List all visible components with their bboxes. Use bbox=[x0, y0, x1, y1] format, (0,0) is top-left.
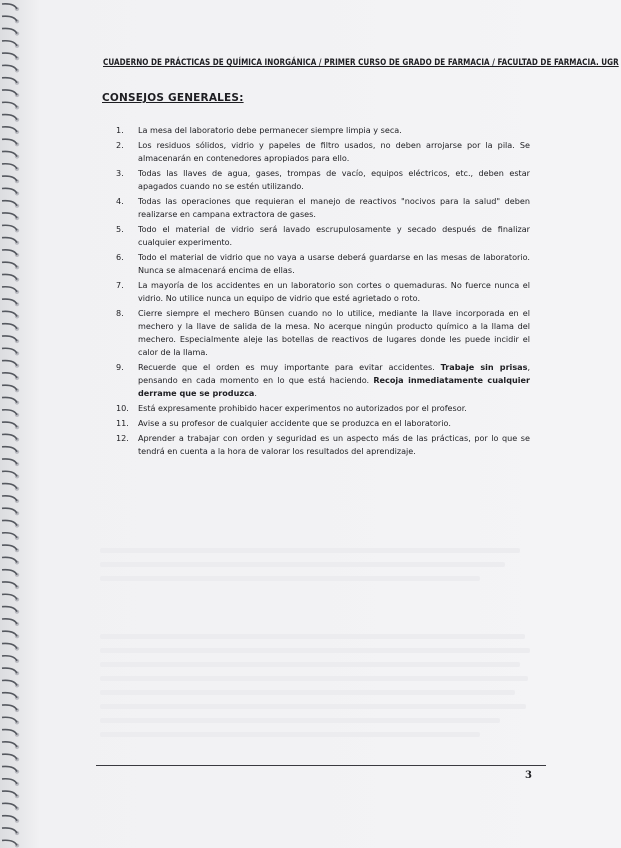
list-item-number: 4. bbox=[116, 196, 124, 206]
document-header: CUADERNO DE PRÁCTICAS DE QUÍMICA INORGÁNICA / PRIMER CURSO DE GRADO DE FARMACIA / FACULTAD DE FARMACIA. UGR bbox=[103, 57, 619, 67]
list-item-number: 12. bbox=[116, 433, 129, 443]
spiral-coil bbox=[2, 656, 17, 661]
list-item bbox=[116, 251, 530, 277]
spiral-coil bbox=[2, 238, 17, 243]
spiral-coil bbox=[2, 434, 17, 439]
list-item-text: La mayoría de los accidentes en un laboratorio son cortes o quemaduras. No fuerce nunca el vidrio. No utilice nunca un equipo de vidrio que esté agrietado o roto. bbox=[138, 280, 530, 303]
tips-list bbox=[116, 124, 530, 460]
list-item bbox=[116, 279, 530, 305]
list-item bbox=[116, 402, 530, 415]
spiral-coil bbox=[2, 53, 17, 58]
list-item bbox=[116, 124, 530, 137]
list-item bbox=[116, 417, 530, 430]
list-item bbox=[116, 361, 530, 400]
spiral-coil bbox=[2, 779, 17, 784]
spiral-coil bbox=[2, 520, 17, 525]
list-item-text: Los residuos sólidos, vidrio y papeles de filtro usados, no deben arrojarse por la pila. Se almacenarán en contenedores apropiados para ello. bbox=[138, 140, 530, 163]
spiral-coil bbox=[2, 16, 17, 21]
spiral-coil bbox=[2, 742, 17, 747]
spiral-coil bbox=[2, 373, 17, 378]
list-item-text: Todas las operaciones que requieran el manejo de reactivos "nocivos para la salud" deben realizarse en campana extractora de gases. bbox=[138, 196, 530, 219]
spiral-coil bbox=[2, 533, 17, 538]
spiral-coil bbox=[2, 41, 17, 46]
list-item bbox=[116, 432, 530, 458]
spiral-coil bbox=[2, 471, 17, 476]
spiral-coil bbox=[2, 631, 17, 636]
spiral-coil bbox=[2, 4, 17, 9]
spiral-coil bbox=[2, 840, 17, 845]
list-item-text: La mesa del laboratorio debe permanecer siempre limpia y seca. bbox=[138, 125, 402, 135]
spiral-coil bbox=[2, 311, 17, 316]
spiral-coil bbox=[2, 188, 17, 193]
spiral-coil bbox=[2, 668, 17, 673]
spiral-coil bbox=[2, 803, 17, 808]
spiral-coil bbox=[2, 447, 17, 452]
list-item-number: 10. bbox=[116, 403, 129, 413]
list-item-number: 11. bbox=[116, 418, 129, 428]
list-item-text: Todas las llaves de agua, gases, trompas de vacío, equipos eléctricos, etc., deben estar apagados cuando no se estén utilizando. bbox=[138, 168, 530, 191]
list-item-text: Todo el material de vidrio será lavado escrupulosamente y secado después de finalizar cualquier experimento. bbox=[138, 224, 530, 247]
spiral-coil bbox=[2, 348, 17, 353]
spiral-coil bbox=[2, 274, 17, 279]
list-item-number: 2. bbox=[116, 140, 124, 150]
spiral-coil bbox=[2, 250, 17, 255]
spiral-coil bbox=[2, 816, 17, 821]
spiral-coil bbox=[2, 65, 17, 70]
spiral-coil bbox=[2, 766, 17, 771]
spiral-coil bbox=[2, 643, 17, 648]
spiral-coil bbox=[2, 299, 17, 304]
spiral-coil bbox=[2, 730, 17, 735]
spiral-coil bbox=[2, 336, 17, 341]
footer-divider bbox=[96, 765, 546, 766]
list-item bbox=[116, 167, 530, 193]
spiral-coil bbox=[2, 102, 17, 107]
spiral-coil bbox=[2, 201, 17, 206]
list-item bbox=[116, 223, 530, 249]
spiral-coil bbox=[2, 90, 17, 95]
list-item-number: 7. bbox=[116, 280, 124, 290]
list-item-text: Cierre siempre el mechero Bünsen cuando no lo utilice, mediante la llave incorporada en el mechero y la llave de salida de la mesa. No acerque ningún producto químico a la llama del mechero. Especialmente aleje las botellas de reactivos de lugares donde les puede incidir el calor de la llama. bbox=[138, 308, 530, 357]
spiral-coil bbox=[2, 151, 17, 156]
spiral-coil bbox=[2, 385, 17, 390]
list-item-number: 1. bbox=[116, 125, 124, 135]
spiral-coil bbox=[2, 127, 17, 132]
list-item-text bbox=[138, 361, 530, 400]
spiral-coil bbox=[2, 287, 17, 292]
list-item-number: 5. bbox=[116, 224, 124, 234]
spiral-binding bbox=[0, 0, 26, 848]
spiral-coil bbox=[2, 213, 17, 218]
list-item bbox=[116, 307, 530, 359]
list-item-number: 3. bbox=[116, 168, 124, 178]
spiral-coil bbox=[2, 262, 17, 267]
list-item-number: 6. bbox=[116, 252, 124, 262]
spiral-coil bbox=[2, 139, 17, 144]
spiral-coil bbox=[2, 459, 17, 464]
spiral-coil bbox=[2, 680, 17, 685]
spiral-coil bbox=[2, 422, 17, 427]
spiral-coil bbox=[2, 115, 17, 120]
spiral-coil bbox=[2, 496, 17, 501]
spiral-coil bbox=[2, 361, 17, 366]
list-item-number: 8. bbox=[116, 308, 124, 318]
tip-text-part: . bbox=[254, 388, 257, 398]
spiral-coil bbox=[2, 28, 17, 33]
spiral-coil bbox=[2, 484, 17, 489]
spiral-coil bbox=[2, 828, 17, 833]
spiral-coil bbox=[2, 582, 17, 587]
spiral-coil bbox=[2, 693, 17, 698]
list-item-text: Está expresamente prohibido hacer experimentos no autorizados por el profesor. bbox=[138, 403, 467, 413]
list-item bbox=[116, 139, 530, 165]
emphasis-text: Recoja inmediatamente cualquier derrame que se produzca bbox=[138, 375, 531, 398]
spiral-coil bbox=[2, 225, 17, 230]
spiral-coil bbox=[2, 791, 17, 796]
spiral-coil bbox=[2, 410, 17, 415]
spiral-coil bbox=[2, 717, 17, 722]
tip-text-part: Recuerde que el orden es muy importante para evitar accidentes. bbox=[138, 362, 435, 372]
section-title: CONSEJOS GENERALES: bbox=[102, 92, 244, 104]
spiral-coil bbox=[2, 545, 17, 550]
list-item-text: Todo el material de vidrio que no vaya a usarse deberá guardarse en las mesas de laboratorio. Nunca se almacenará encima de ellas. bbox=[138, 252, 530, 275]
tip-text-part: , pensando en cada momento en lo que está haciendo. bbox=[138, 362, 531, 385]
spiral-coil bbox=[2, 508, 17, 513]
spiral-coil bbox=[2, 557, 17, 562]
spiral-coil bbox=[2, 594, 17, 599]
spiral-coil bbox=[2, 164, 17, 169]
page-number: 3 bbox=[525, 770, 532, 781]
list-item-text: Avise a su profesor de cualquier accidente que se produzca en el laboratorio. bbox=[138, 418, 451, 428]
spiral-coil bbox=[2, 397, 17, 402]
emphasis-text: Trabaje sin prisas bbox=[440, 362, 528, 372]
spiral-coil bbox=[2, 619, 17, 624]
spiral-coil bbox=[2, 78, 17, 83]
list-item-number: 9. bbox=[116, 362, 124, 372]
list-item bbox=[116, 195, 530, 221]
spiral-coil bbox=[2, 754, 17, 759]
spiral-coil bbox=[2, 570, 17, 575]
list-item-text: Aprender a trabajar con orden y seguridad es un aspecto más de las prácticas, por lo que se tendrá en cuenta a la hora de valorar los resultados del aprendizaje. bbox=[138, 433, 530, 456]
spiral-coil bbox=[2, 607, 17, 612]
spiral-coil bbox=[2, 705, 17, 710]
spiral-coil bbox=[2, 324, 17, 329]
spiral-coil bbox=[2, 176, 17, 181]
